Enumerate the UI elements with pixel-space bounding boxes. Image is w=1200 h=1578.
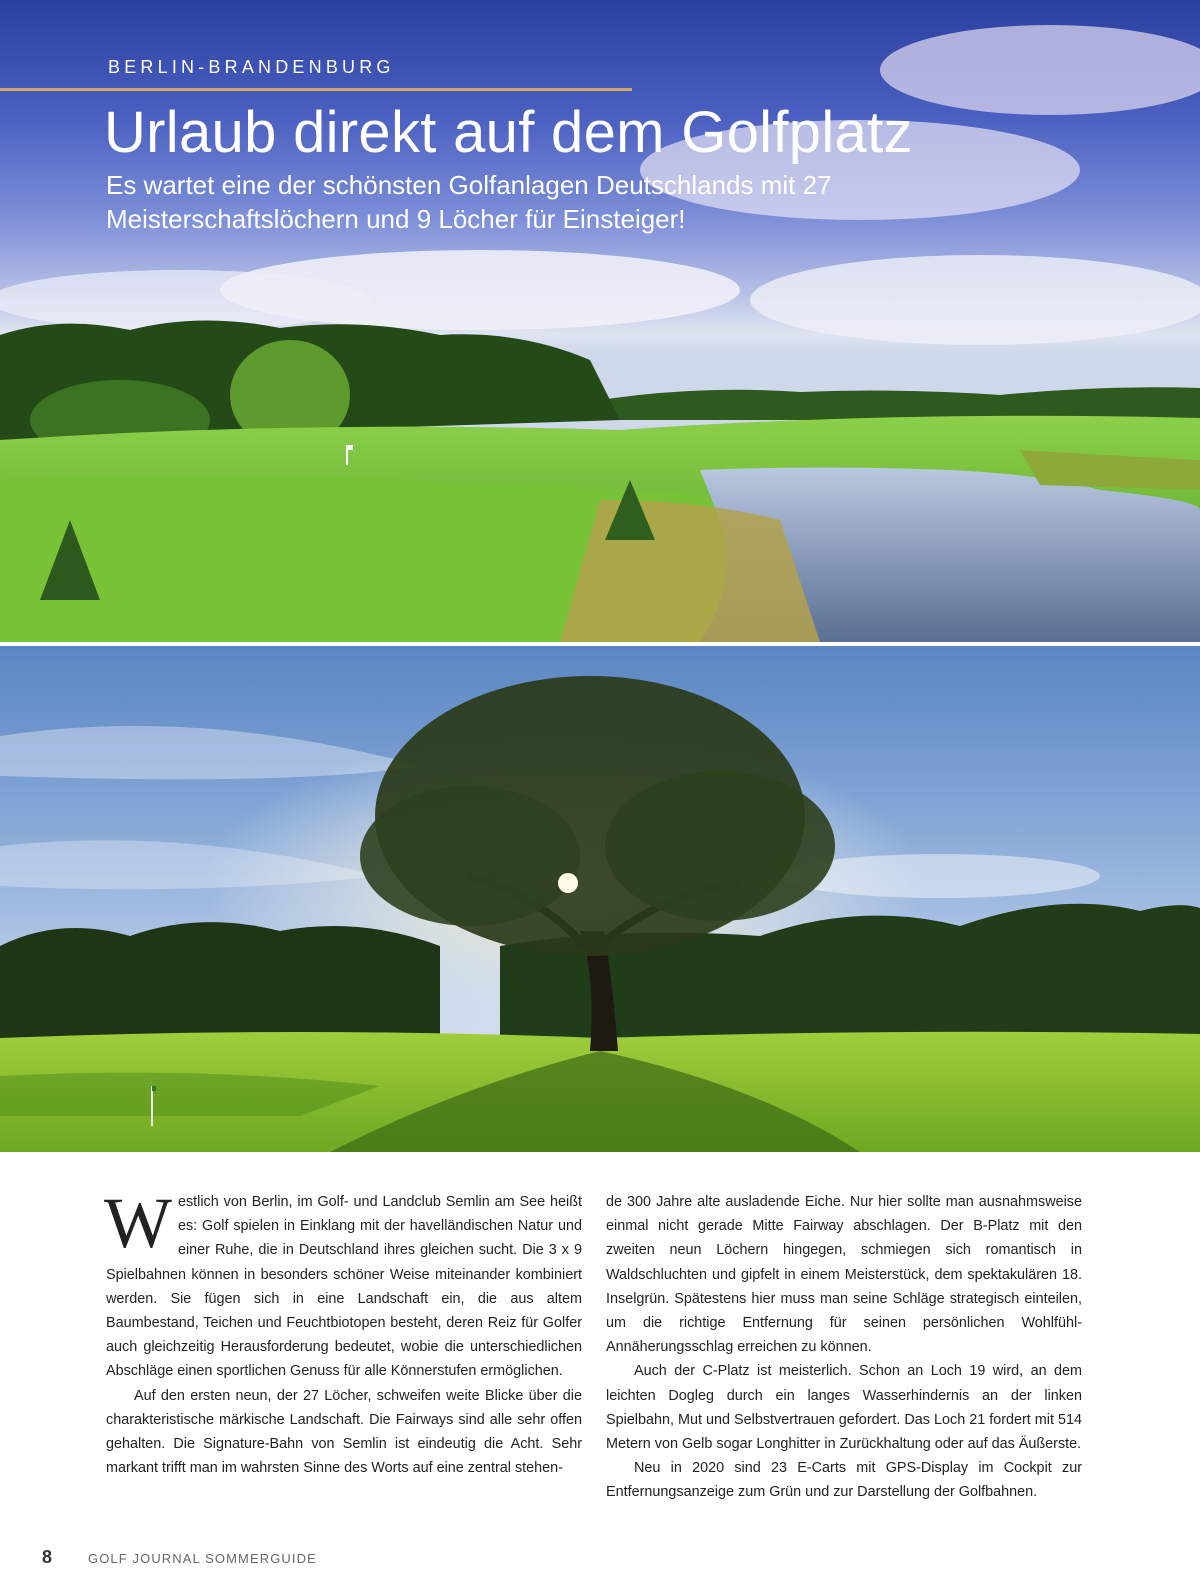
- hero-photo: [0, 0, 1200, 642]
- page-number: 8: [42, 1547, 53, 1567]
- oak-tree-photo: [0, 646, 1200, 1152]
- article-column-right: [606, 1190, 1082, 1505]
- page-subtitle: Es wartet eine der schönsten Golfanlagen Deutschlands mit 27 Meisterschaftslöchern und 9 Löcher für Einsteiger!: [106, 170, 832, 234]
- article-paragraph: Neu in 2020 sind 23 E-Carts mit GPS-Display im Cockpit zur Entfernungsanzeige zum Grün und zur Darstellung der Golfbahnen.: [606, 1460, 1082, 1501]
- article-column-left: [104, 1183, 582, 1480]
- paragraph-text: estlich von Berlin, im Golf- und Landclub Semlin am See heißt es: Golf spielen in Einklang mit der havelländischen Natur und einer Ruhe, die in Deutschland ihres gleichen sucht. Die 3 x 9 Spielbahnen können in besonders schöner Weise miteinander kombiniert werden. Sie fügen sich in eine Landschaft ein, die aus altem Baumbestand, Teichen und Feuchtbiotopen besteht, deren Reiz für Golfer auch gleichzeitig Herausforderung bedeutet, wobie die unterschiedlichen Abschläge einen sportlichen Genuss für alle Könnerstufen ermöglichen.: [106, 1194, 582, 1380]
- dropcap: W: [104, 1183, 172, 1263]
- page-title: Urlaub direkt auf dem Golfplatz: [104, 100, 913, 165]
- article-paragraph: [104, 1183, 582, 1384]
- article-paragraph: Auch der C-Platz ist meisterlich. Schon an Loch 19 wird, an dem leichten Dogleg durch ein langes Wasserhindernis an der linken Spielbahn, Mut und Selbstvertrauen gefordert. Das Loch 21 fordert mit 514 Metern von Gelb sogar Longhitter in Zurückhaltung oder auf das Äußerste.: [606, 1363, 1082, 1453]
- publication-name: GOLF JOURNAL SOMMERGUIDE: [88, 1551, 317, 1566]
- oak-fairway-landscape: [0, 646, 1200, 1152]
- section-kicker: BERLIN-BRANDENBURG: [108, 57, 395, 77]
- accent-rule: [0, 88, 632, 91]
- golf-pond-landscape: [0, 0, 1200, 642]
- article-paragraph: Auf den ersten neun, der 27 Löcher, schweifen weite Blicke über die charakteristische märkische Landschaft. Die Fairways sind alle sehr offen gehalten. Die Signature-Bahn von Semlin ist eindeutig die Acht. Sehr markant trifft man im wahrsten Sinne des Worts auf eine zentral stehen-: [106, 1387, 582, 1477]
- article-paragraph: de 300 Jahre alte ausladende Eiche. Nur hier sollte man ausnahmsweise einmal nicht gerade Mitte Fairway abschlagen. Der B-Platz mit den zweiten neun Löchern hingegen, schmiegen sich romantisch in Waldschluchten und gipfelt in einem Meisterstück, dem spektakulären 18. Inselgrün. Spätestens hier muss man seine Schläge strategisch einteilen, um die richtige Entfernung für seinen persönlichen Wohlfühl-Annäherungsschlag erreichen zu können.: [606, 1194, 1082, 1356]
